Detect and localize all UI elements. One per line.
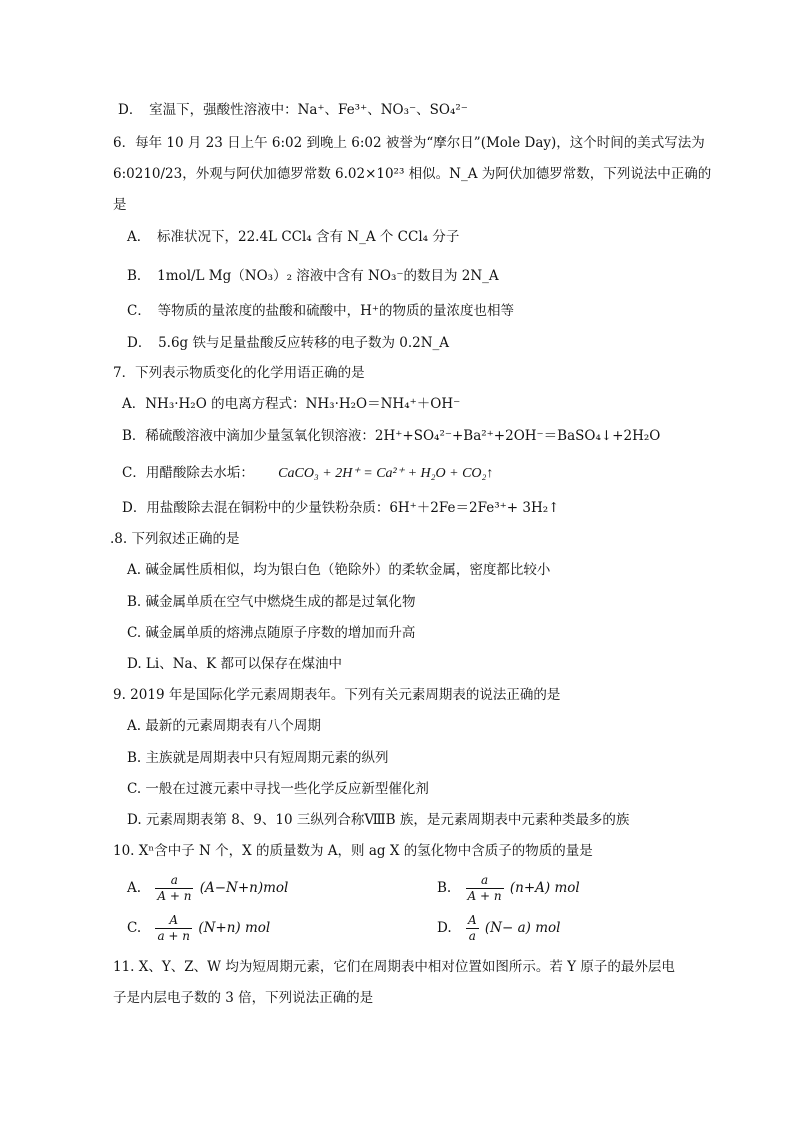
option-label: A. [127, 880, 142, 896]
question-6-stem-line1: 6．每年 10 月 23 日上午 6:02 到晚上 6:02 被誉为“摩尔日”(Mole Day)，这个时间的美式写法为 [113, 135, 705, 151]
question-10-stem: 10. Xⁿ含中子 N 个，X 的质量数为 A，则 ag X 的氢化物中含质子的物质的量是 [113, 843, 593, 859]
question-5-option-d: D． 室温下，强酸性溶液中：Na⁺、Fe³⁺、NO₃⁻、SO₄²⁻ [118, 102, 468, 118]
question-8-stem: .8. 下列叙述正确的是 [110, 531, 240, 547]
fraction: $\frac{a}{A + n}$ [467, 873, 502, 903]
question-6-stem-line3: 是 [113, 197, 127, 213]
fraction: $\frac{A}{a + n}$ [157, 913, 191, 943]
question-7-option-c-equation: CaCO₃ + 2H⁺ = Ca²⁺ + H₂O + CO₂↑ [278, 466, 494, 481]
option-tail: (N− a) mol [484, 920, 561, 936]
option-tail: (A−N+n)mol [199, 880, 289, 896]
question-6-option-c: C． 等物质的量浓度的盐酸和硫酸中，H⁺的物质的量浓度也相等 [127, 303, 514, 319]
option-label: D. [437, 920, 452, 936]
question-9-stem: 9. 2019 年是国际化学元素周期表年。下列有关元素周期表的说法正确的是 [113, 687, 561, 703]
question-6-option-d: D． 5.6g 铁与足量盐酸反应转移的电子数为 0.2N_A [127, 335, 450, 351]
question-6-option-b: B． 1mol/L Mg（NO₃）₂ 溶液中含有 NO₃⁻的数目为 2N_A [127, 268, 499, 284]
fraction: $\frac{a}{A + n}$ [157, 873, 192, 903]
question-9-option-a: A. 最新的元素周期表有八个周期 [127, 718, 321, 734]
question-7-option-d: D．用盐酸除去混在铜粉中的少量铁粉杂质：6H⁺＋2Fe＝2Fe³⁺+ 3H₂↑ [122, 500, 560, 516]
question-7-option-c-label: C．用醋酸除去水垢： [122, 465, 254, 481]
question-10-option-b [437, 872, 580, 904]
question-8-option-a: A. 碱金属性质相似，均为银白色（铯除外）的柔软金属，密度都比较小 [127, 562, 551, 578]
question-11-stem-line1: 11. X、Y、Z、W 均为短周期元素，它们在周期表中相对位置如图所示。若 Y 原子的最外层电 [113, 959, 675, 975]
option-tail: (N+n) mol [198, 920, 271, 936]
option-label: B. [437, 880, 452, 896]
question-11-stem-line2: 子是内层电子数的 3 倍，下列说法正确的是 [113, 990, 374, 1006]
question-6-stem-line2: 6:0210/23，外观与阿伏加德罗常数 6.02×10²³ 相似。N_A 为阿伏加德罗常数，下列说法中正确的 [113, 166, 712, 182]
question-6-option-a: A． 标准状况下，22.4L CCl₄ 含有 N_A 个 CCl₄ 分子 [127, 229, 460, 245]
question-9-option-c: C. 一般在过渡元素中寻找一些化学反应新型催化剂 [127, 781, 429, 797]
question-9-option-d: D. 元素周期表第 8、9、10 三纵列合称ⅧB 族，是元素周期表中元素种类最多的族 [127, 812, 630, 828]
question-10-option-d [437, 912, 560, 944]
question-9-option-b: B. 主族就是周期表中只有短周期元素的纵列 [127, 750, 389, 766]
question-8-option-c: C. 碱金属单质的熔沸点随原子序数的增加而升高 [127, 625, 416, 641]
question-10-option-a [127, 872, 288, 904]
question-7-option-c [122, 463, 493, 484]
option-label: C. [127, 920, 142, 936]
question-8-option-b: B. 碱金属单质在空气中燃烧生成的都是过氧化物 [127, 594, 416, 610]
question-7-stem: 7．下列表示物质变化的化学用语正确的是 [113, 365, 365, 381]
question-8-option-d: D. Li、Na、K 都可以保存在煤油中 [127, 656, 342, 672]
question-7-option-b: B．稀硫酸溶液中滴加少量氢氧化钡溶液：2H⁺+SO₄²⁻+Ba²⁺+2OH⁻＝BaSO₄↓+2H₂O [122, 428, 661, 444]
option-tail: (n+A) mol [509, 880, 580, 896]
fraction: $\frac{A}{a}$ [467, 913, 477, 943]
question-10-option-c [127, 912, 270, 944]
question-7-option-a: A．NH₃·H₂O 的电离方程式：NH₃·H₂O＝NH₄⁺＋OH⁻ [122, 396, 461, 412]
